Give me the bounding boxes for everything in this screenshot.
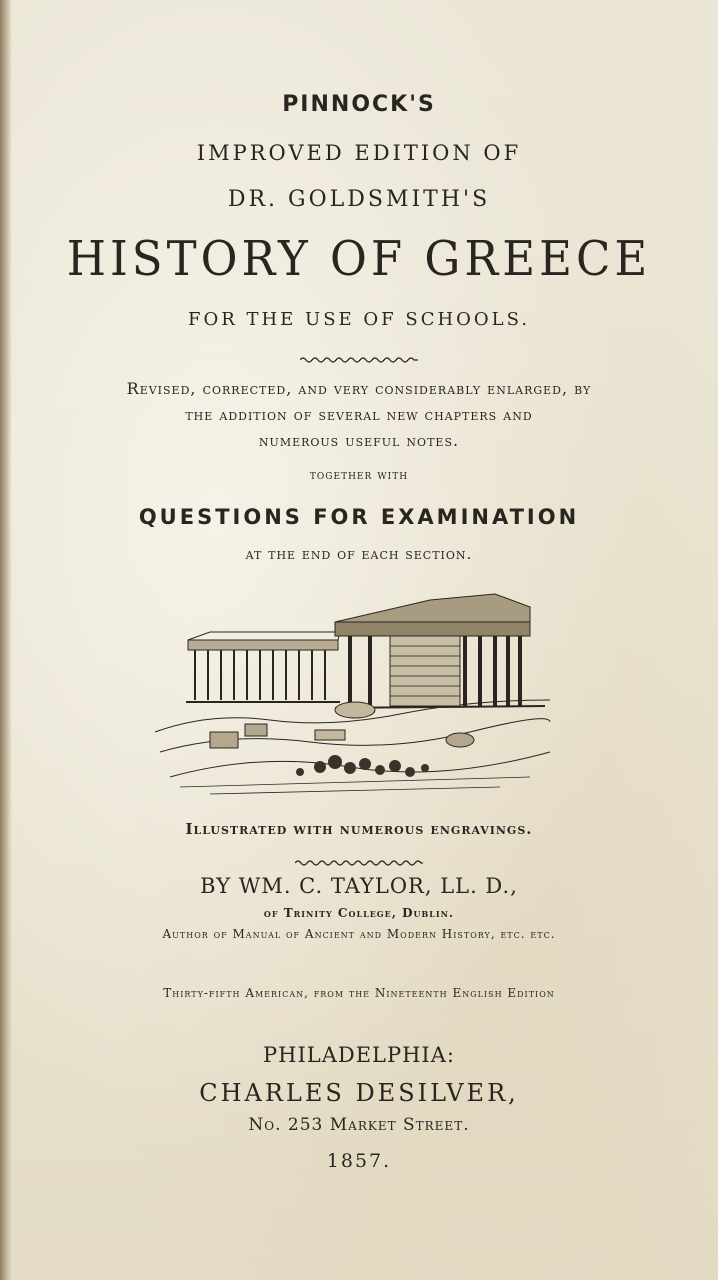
edition-line: Thirty-fifth American, from the Nineteenth English Edition [163,986,555,1000]
together-with: together with [309,468,409,483]
revised-line-2: the addition of several new chapters and [185,405,533,424]
author-works: Author of Manual of Ancient and Modern History, etc. etc. [162,927,556,941]
at-end-line: at the end of each section. [245,545,473,563]
line-pinnocks: PINNOCK'S [282,92,436,117]
main-title: HISTORY OF GREECE [66,230,652,287]
questions-heading: QUESTIONS FOR EXAMINATION [138,505,580,529]
temple-ruins-engraving-icon [150,582,558,807]
address-line: No. 253 Market Street. [248,1115,470,1135]
publisher-line: CHARLES DESILVER, [199,1079,519,1107]
line-improved-edition: IMPROVED EDITION OF [196,141,522,165]
author-line: BY WM. C. TAYLOR, LL. D., [200,874,518,898]
wavy-rule-icon [295,858,423,868]
revised-line-3: numerous useful notes. [258,431,460,450]
wavy-rule-1 [0,350,718,369]
line-goldsmiths: DR. GOLDSMITH'S [227,187,491,212]
author-college: of Trinity College, Dublin. [263,906,455,920]
wavy-rule-2 [0,853,718,872]
city-line: PHILADELPHIA: [263,1043,455,1067]
subtitle: FOR THE USE OF SCHOOLS. [187,309,531,330]
illustrated-line: Illustrated with numerous engravings. [185,820,533,838]
year-line: 1857. [326,1150,392,1172]
wavy-rule-icon [300,355,418,365]
revised-line-1: Revised, corrected, and very considerably enlarged, by [126,379,592,398]
